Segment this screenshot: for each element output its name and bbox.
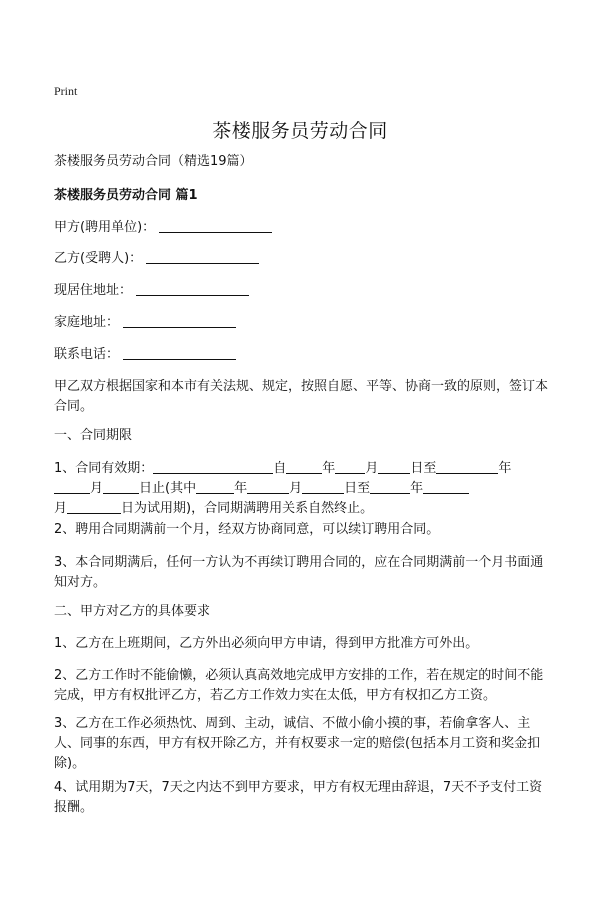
field-phone-label: 联系电话： (54, 347, 120, 362)
requirement-2-paragraph: 2、乙方工作时不能偷懒，必须认真高效地完成甲方安排的工作，若在规定的时间不能完成，甲方有权批评乙方，若乙方工作效力实在太低，甲方有权扣乙方工资。 (54, 668, 544, 703)
term-1-text: 月 (54, 501, 68, 516)
field-employee-blank (146, 250, 259, 264)
field-phone-blank (123, 346, 236, 360)
term-1-blank (378, 460, 410, 474)
field-employer-blank (159, 219, 272, 233)
term-1-blank (335, 460, 365, 474)
field-current-address-label: 现居住地址： (54, 283, 133, 298)
term-1-blank (247, 480, 289, 494)
term-1-blank (370, 480, 410, 494)
section-2-heading: 二、甲方对乙方的具体要求 (54, 604, 211, 619)
term-1-blank (196, 480, 234, 494)
term-1-blank (436, 460, 498, 474)
field-employer-label: 甲方(聘用单位)： (54, 220, 156, 235)
term-1-text: 月 (90, 481, 104, 496)
term-1-blank (67, 500, 121, 514)
document-subtitle: 茶楼服务员劳动合同（精选19篇） (54, 154, 253, 169)
section-heading: 茶楼服务员劳动合同 篇1 (54, 188, 198, 203)
requirement-3-paragraph: 3、乙方在工作必须热忱、周到、主动，诚信、不做小偷小摸的事，若偷拿客人、主人、同事的东西，甲方有权开除乙方，并有权要求一定的赔偿(包括本月工资和奖金扣除)。 (54, 716, 541, 771)
term-2-paragraph: 2、聘用合同期满前一个月，经双方协商同意，可以续订聘用合同。 (54, 522, 440, 537)
field-employer (54, 218, 554, 238)
section-1-heading: 一、合同期限 (54, 428, 133, 443)
term-1-blank (103, 480, 139, 494)
term-1-text: 月 (365, 461, 379, 476)
field-home-address-label: 家庭地址： (54, 315, 120, 330)
term-1-text: 自 (273, 461, 287, 476)
term-1-text: 年 (322, 461, 336, 476)
print-label[interactable]: Print (54, 84, 78, 98)
field-current-address (54, 281, 554, 301)
term-3-paragraph: 3、本合同期满后，任何一方认为不再续订聘用合同的，应在合同期满前一个月书面通知对方。 (54, 555, 544, 590)
term-1-text: 年 (498, 461, 512, 476)
requirement-4-paragraph: 4、试用期为7天，7天之内达不到甲方要求，甲方有权无理由辞退，7天不予支付工资报酬。 (54, 780, 543, 815)
term-1-text: 月 (289, 481, 303, 496)
field-home-address-blank (123, 314, 236, 328)
term-1-text: 年 (410, 481, 424, 496)
term-1-text: 年 (234, 481, 248, 496)
term-1-text: 日至 (344, 481, 371, 496)
requirement-1-paragraph: 1、乙方在上班期间，乙方外出必须向甲方申请，得到甲方批准方可外出。 (54, 636, 479, 651)
term-1-blank (54, 480, 90, 494)
field-phone (54, 345, 554, 365)
term-1-text: 1、合同有效期： (54, 461, 154, 476)
term-1-blank (153, 460, 273, 474)
field-home-address (54, 313, 554, 333)
term-1-text: 日至 (410, 461, 437, 476)
document-title: 茶楼服务员劳动合同 (212, 120, 388, 142)
term-1-blank (423, 480, 469, 494)
field-current-address-blank (136, 282, 249, 296)
term-1-text: 日为试用期)，合同期满聘用关系自然终止。 (121, 501, 374, 516)
term-1-text: 日止(其中 (139, 481, 197, 496)
term-1-blank (302, 480, 344, 494)
field-employee-label: 乙方(受聘人)： (54, 251, 143, 266)
term-1-paragraph (54, 459, 554, 519)
field-employee (54, 249, 554, 269)
term-1-blank (286, 460, 322, 474)
intro-paragraph: 甲乙双方根据国家和本市有关法规、规定，按照自愿、平等、协商一致的原则，签订本合同。 (54, 379, 549, 414)
